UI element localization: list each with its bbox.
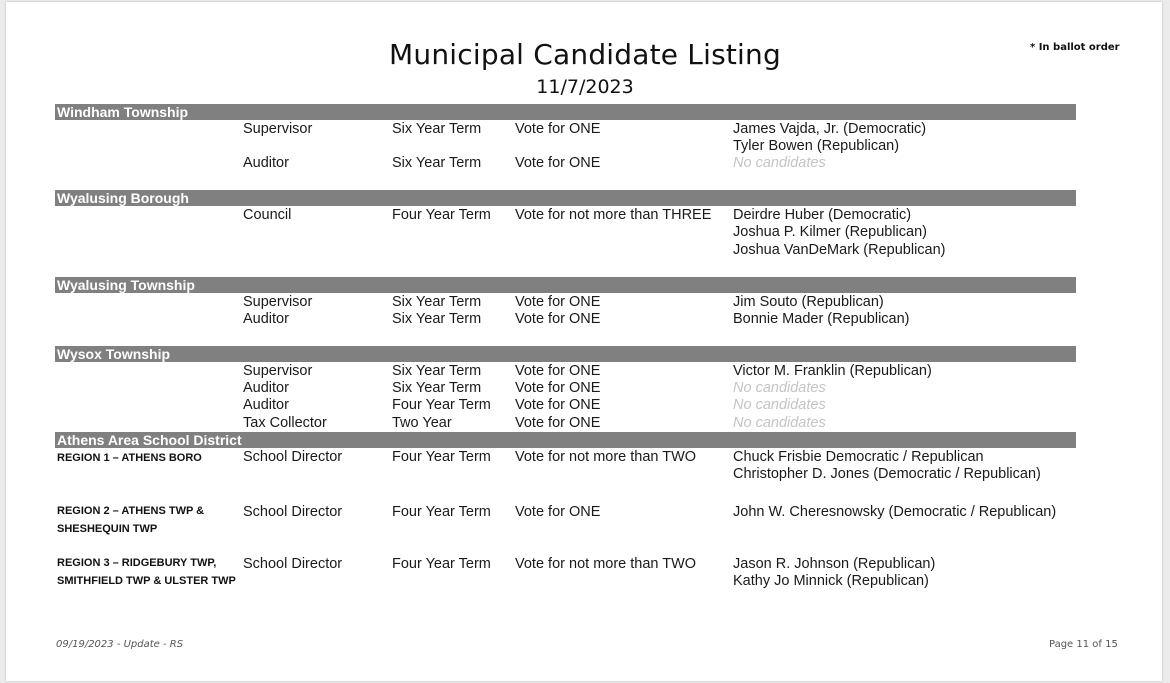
no-candidates-text: No candidates bbox=[733, 415, 826, 431]
office: Tax Collector bbox=[243, 415, 327, 431]
candidate: Joshua VanDeMark (Republican) bbox=[733, 242, 946, 258]
vote-instruction: Vote for not more than TWO bbox=[515, 556, 697, 572]
candidate: James Vajda, Jr. (Democratic) bbox=[733, 121, 927, 137]
office: Auditor bbox=[243, 155, 289, 171]
page-number: Page 11 of 15 bbox=[1049, 639, 1118, 650]
office: Supervisor bbox=[243, 294, 313, 310]
vote-instruction: Vote for not more than THREE bbox=[515, 207, 712, 223]
vote-instruction: Vote for ONE bbox=[515, 121, 601, 137]
candidate: Deirdre Huber (Democratic) bbox=[733, 207, 912, 223]
vote-instruction: Vote for ONE bbox=[515, 311, 601, 327]
candidate: Joshua P. Kilmer (Republican) bbox=[733, 224, 927, 240]
ballot-order-note: * In ballot order bbox=[1030, 42, 1120, 53]
term: Six Year Term bbox=[392, 311, 482, 327]
vote-instruction: Vote for ONE bbox=[515, 363, 601, 379]
vote-instruction: Vote for ONE bbox=[515, 294, 601, 310]
vote-instruction: Vote for ONE bbox=[515, 397, 601, 413]
term: Six Year Term bbox=[392, 121, 482, 137]
footer-update-note: 09/19/2023 - Update - RS bbox=[56, 639, 184, 650]
vote-instruction: Vote for ONE bbox=[515, 415, 601, 431]
vote-instruction: Vote for ONE bbox=[515, 380, 601, 396]
vote-instruction: Vote for ONE bbox=[515, 504, 601, 520]
term: Four Year Term bbox=[392, 556, 491, 572]
term: Six Year Term bbox=[392, 363, 482, 379]
term: Four Year Term bbox=[392, 207, 491, 223]
term: Six Year Term bbox=[392, 294, 482, 310]
office: Supervisor bbox=[243, 121, 313, 137]
office: Auditor bbox=[243, 380, 289, 396]
term: Four Year Term bbox=[392, 504, 491, 520]
term: Four Year Term bbox=[392, 449, 491, 465]
candidate: Bonnie Mader (Republican) bbox=[733, 311, 910, 327]
office: Auditor bbox=[243, 311, 289, 327]
term: Four Year Term bbox=[392, 397, 491, 413]
term: Six Year Term bbox=[392, 380, 482, 396]
page-title: Municipal Candidate Listing bbox=[389, 38, 781, 71]
election-date: 11/7/2023 bbox=[536, 76, 634, 98]
term: Six Year Term bbox=[392, 155, 482, 171]
candidate: Kathy Jo Minnick (Republican) bbox=[733, 573, 929, 589]
office: School Director bbox=[243, 449, 343, 465]
no-candidates-text: No candidates bbox=[733, 380, 826, 396]
candidate: Victor M. Franklin (Republican) bbox=[733, 363, 932, 379]
office: School Director bbox=[243, 556, 343, 572]
office: Supervisor bbox=[243, 363, 313, 379]
no-candidates-text: No candidates bbox=[733, 397, 826, 413]
candidate: Tyler Bowen (Republican) bbox=[733, 138, 900, 154]
section-header-wyalusing-borough: Wyalusing Borough bbox=[55, 190, 1076, 206]
section-header-wysox-township: Wysox Township bbox=[55, 346, 1076, 362]
region-label: REGION 3 – RIDGEBURY TWP, SMITHFIELD TWP & ULSTER TWP bbox=[57, 557, 236, 587]
office: School Director bbox=[243, 504, 343, 520]
term: Two Year bbox=[392, 415, 452, 431]
candidate: Jason R. Johnson (Republican) bbox=[733, 556, 936, 572]
office: Council bbox=[243, 207, 292, 223]
candidate: John W. Cheresnowsky (Democratic / Republican) bbox=[733, 504, 1057, 520]
candidate: Christopher D. Jones (Democratic / Republican) bbox=[733, 466, 1041, 482]
region-label: REGION 2 – ATHENS TWP & SHESHEQUIN TWP bbox=[57, 505, 205, 535]
vote-instruction: Vote for not more than TWO bbox=[515, 449, 697, 465]
section-header-athens-area-school-district: Athens Area School District bbox=[55, 432, 1076, 448]
candidate: Jim Souto (Republican) bbox=[733, 294, 884, 310]
no-candidates-text: No candidates bbox=[733, 155, 826, 171]
section-header-wyalusing-township: Wyalusing Township bbox=[55, 277, 1076, 293]
region-label: REGION 1 – ATHENS BORO bbox=[57, 452, 202, 464]
vote-instruction: Vote for ONE bbox=[515, 155, 601, 171]
office: Auditor bbox=[243, 397, 289, 413]
section-header-windham-township: Windham Township bbox=[55, 104, 1076, 120]
candidate: Chuck Frisbie Democratic / Republican bbox=[733, 449, 984, 465]
